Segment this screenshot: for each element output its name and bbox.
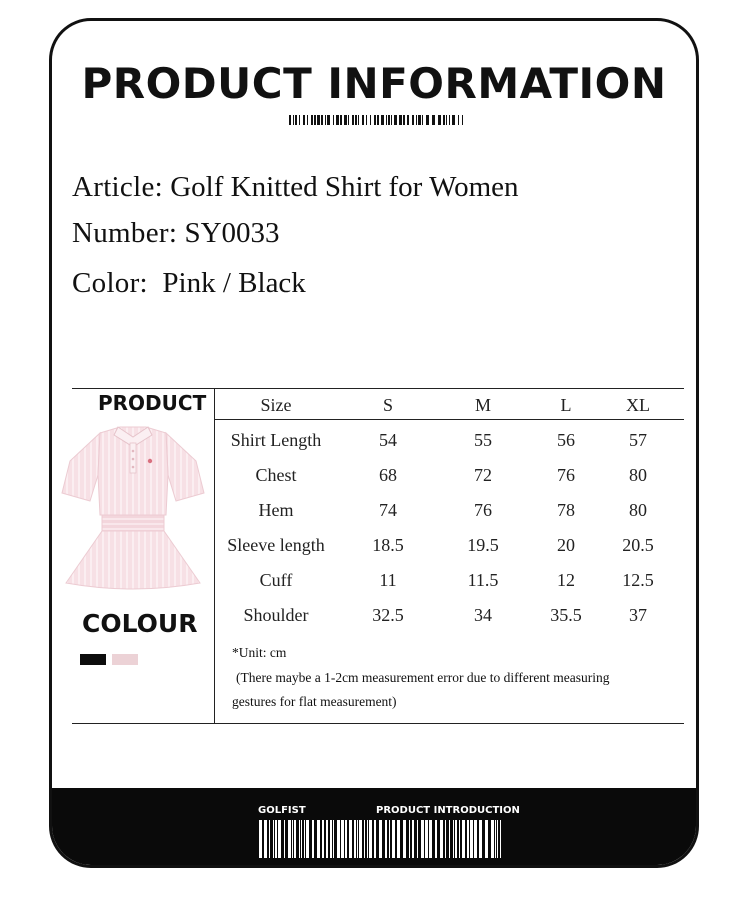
- article-line: [72, 171, 519, 204]
- pink-color-swatch: [112, 654, 138, 665]
- product-info-card: [49, 18, 699, 868]
- table-cell: 11: [379, 570, 397, 590]
- row-label: Hem: [258, 500, 294, 520]
- column-header: Size: [260, 395, 292, 415]
- column-header: XL: [626, 395, 650, 415]
- table-cell: 55: [474, 430, 492, 450]
- footer-barcode-graphic: [259, 820, 503, 858]
- table-cell: 76: [474, 500, 492, 520]
- table-cell: 72: [474, 465, 492, 485]
- product-header: PRODUCT: [98, 391, 207, 415]
- table-cell: 56: [557, 430, 575, 450]
- table-bottom-rule: [72, 723, 684, 724]
- table-cell: 37: [629, 605, 647, 625]
- table-cell: 78: [557, 500, 575, 520]
- column-header: M: [474, 395, 491, 415]
- page-title: PRODUCT INFORMATION: [81, 59, 667, 108]
- table-top-rule: [72, 388, 684, 389]
- table-cell: 12: [557, 570, 575, 590]
- measurement-note-line-2: gestures for flat measurement): [232, 694, 397, 709]
- row-label: Shoulder: [243, 605, 309, 625]
- table-cell: 68: [379, 465, 397, 485]
- color-value: Pink / Black: [162, 267, 306, 299]
- row-label: Shirt Length: [230, 430, 322, 450]
- unit-note: *Unit: cm: [232, 645, 287, 660]
- table-cell: 32.5: [372, 605, 404, 625]
- table-cell: 54: [379, 430, 397, 450]
- column-header: S: [382, 395, 393, 415]
- title-barcode-graphic: [289, 115, 465, 125]
- footer-intro: PRODUCT INTRODUCTION: [376, 805, 520, 816]
- table-header-rule: [214, 419, 684, 420]
- table-cell: 20.5: [622, 535, 654, 555]
- row-label: Chest: [255, 465, 297, 485]
- table-cell: 76: [557, 465, 575, 485]
- number-value: SY0033: [184, 217, 280, 249]
- article-value: Golf Knitted Shirt for Women: [170, 171, 519, 203]
- colour-label: COLOUR: [82, 609, 198, 638]
- table-cell: 20: [557, 535, 575, 555]
- table-cell: 12.5: [622, 570, 654, 590]
- footer-bar: [52, 788, 696, 865]
- footer-brand: GOLFIST: [258, 805, 306, 816]
- table-cell: 34: [474, 605, 492, 625]
- table-cell: 74: [379, 500, 397, 520]
- table-cell: 18.5: [372, 535, 404, 555]
- table-cell: 57: [629, 430, 647, 450]
- table-cell: 11.5: [467, 570, 499, 590]
- measurement-note-line-1: (There maybe a 1-2cm measurement error due to different measuring: [236, 670, 610, 685]
- table-cell: 80: [629, 500, 647, 520]
- table-cell: 80: [629, 465, 647, 485]
- pink-shirt-image: [60, 423, 206, 591]
- table-cell: 35.5: [550, 605, 582, 625]
- table-cell: 19.5: [467, 535, 499, 555]
- black-color-swatch: [80, 654, 106, 665]
- color-line: [72, 267, 306, 300]
- column-header: L: [560, 395, 572, 415]
- row-label: Sleeve length: [227, 535, 325, 555]
- number-label: Number:: [72, 217, 178, 249]
- number-line: [72, 217, 280, 250]
- row-label: Cuff: [259, 570, 293, 590]
- article-label: Article:: [72, 171, 163, 203]
- color-label: Color:: [72, 267, 148, 299]
